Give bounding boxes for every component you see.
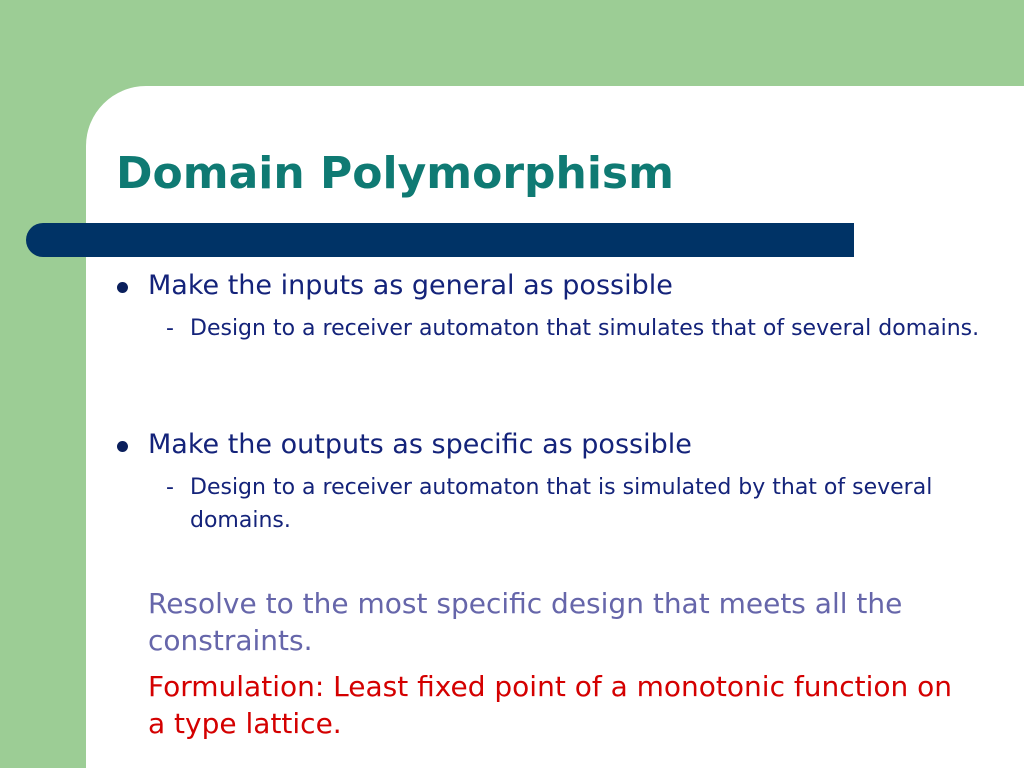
bullet-2-text: Make the outputs as specific as possible [148, 429, 692, 460]
bullet-dot-icon [117, 282, 128, 293]
bullet-1-text: Make the inputs as general as possible [148, 270, 673, 301]
bullet-1-dash: - [166, 316, 174, 341]
title-underline-bar [26, 223, 854, 257]
bullet-1-subtext: Design to a receiver automaton that simulates that of several domains. [190, 316, 980, 341]
bullet-dot-icon [117, 441, 128, 452]
formulation-statement: Formulation: Least fixed point of a monotonic function on a type lattice. [148, 670, 953, 740]
bullet-2-subtext: Design to a receiver automaton that is simulated by that of several domains. [190, 475, 933, 533]
bullet-2-dash: - [166, 475, 174, 500]
resolve-statement: Resolve to the most specific design that meets all the constraints. [148, 587, 903, 657]
slide-title: Domain Polymorphism [116, 148, 674, 199]
